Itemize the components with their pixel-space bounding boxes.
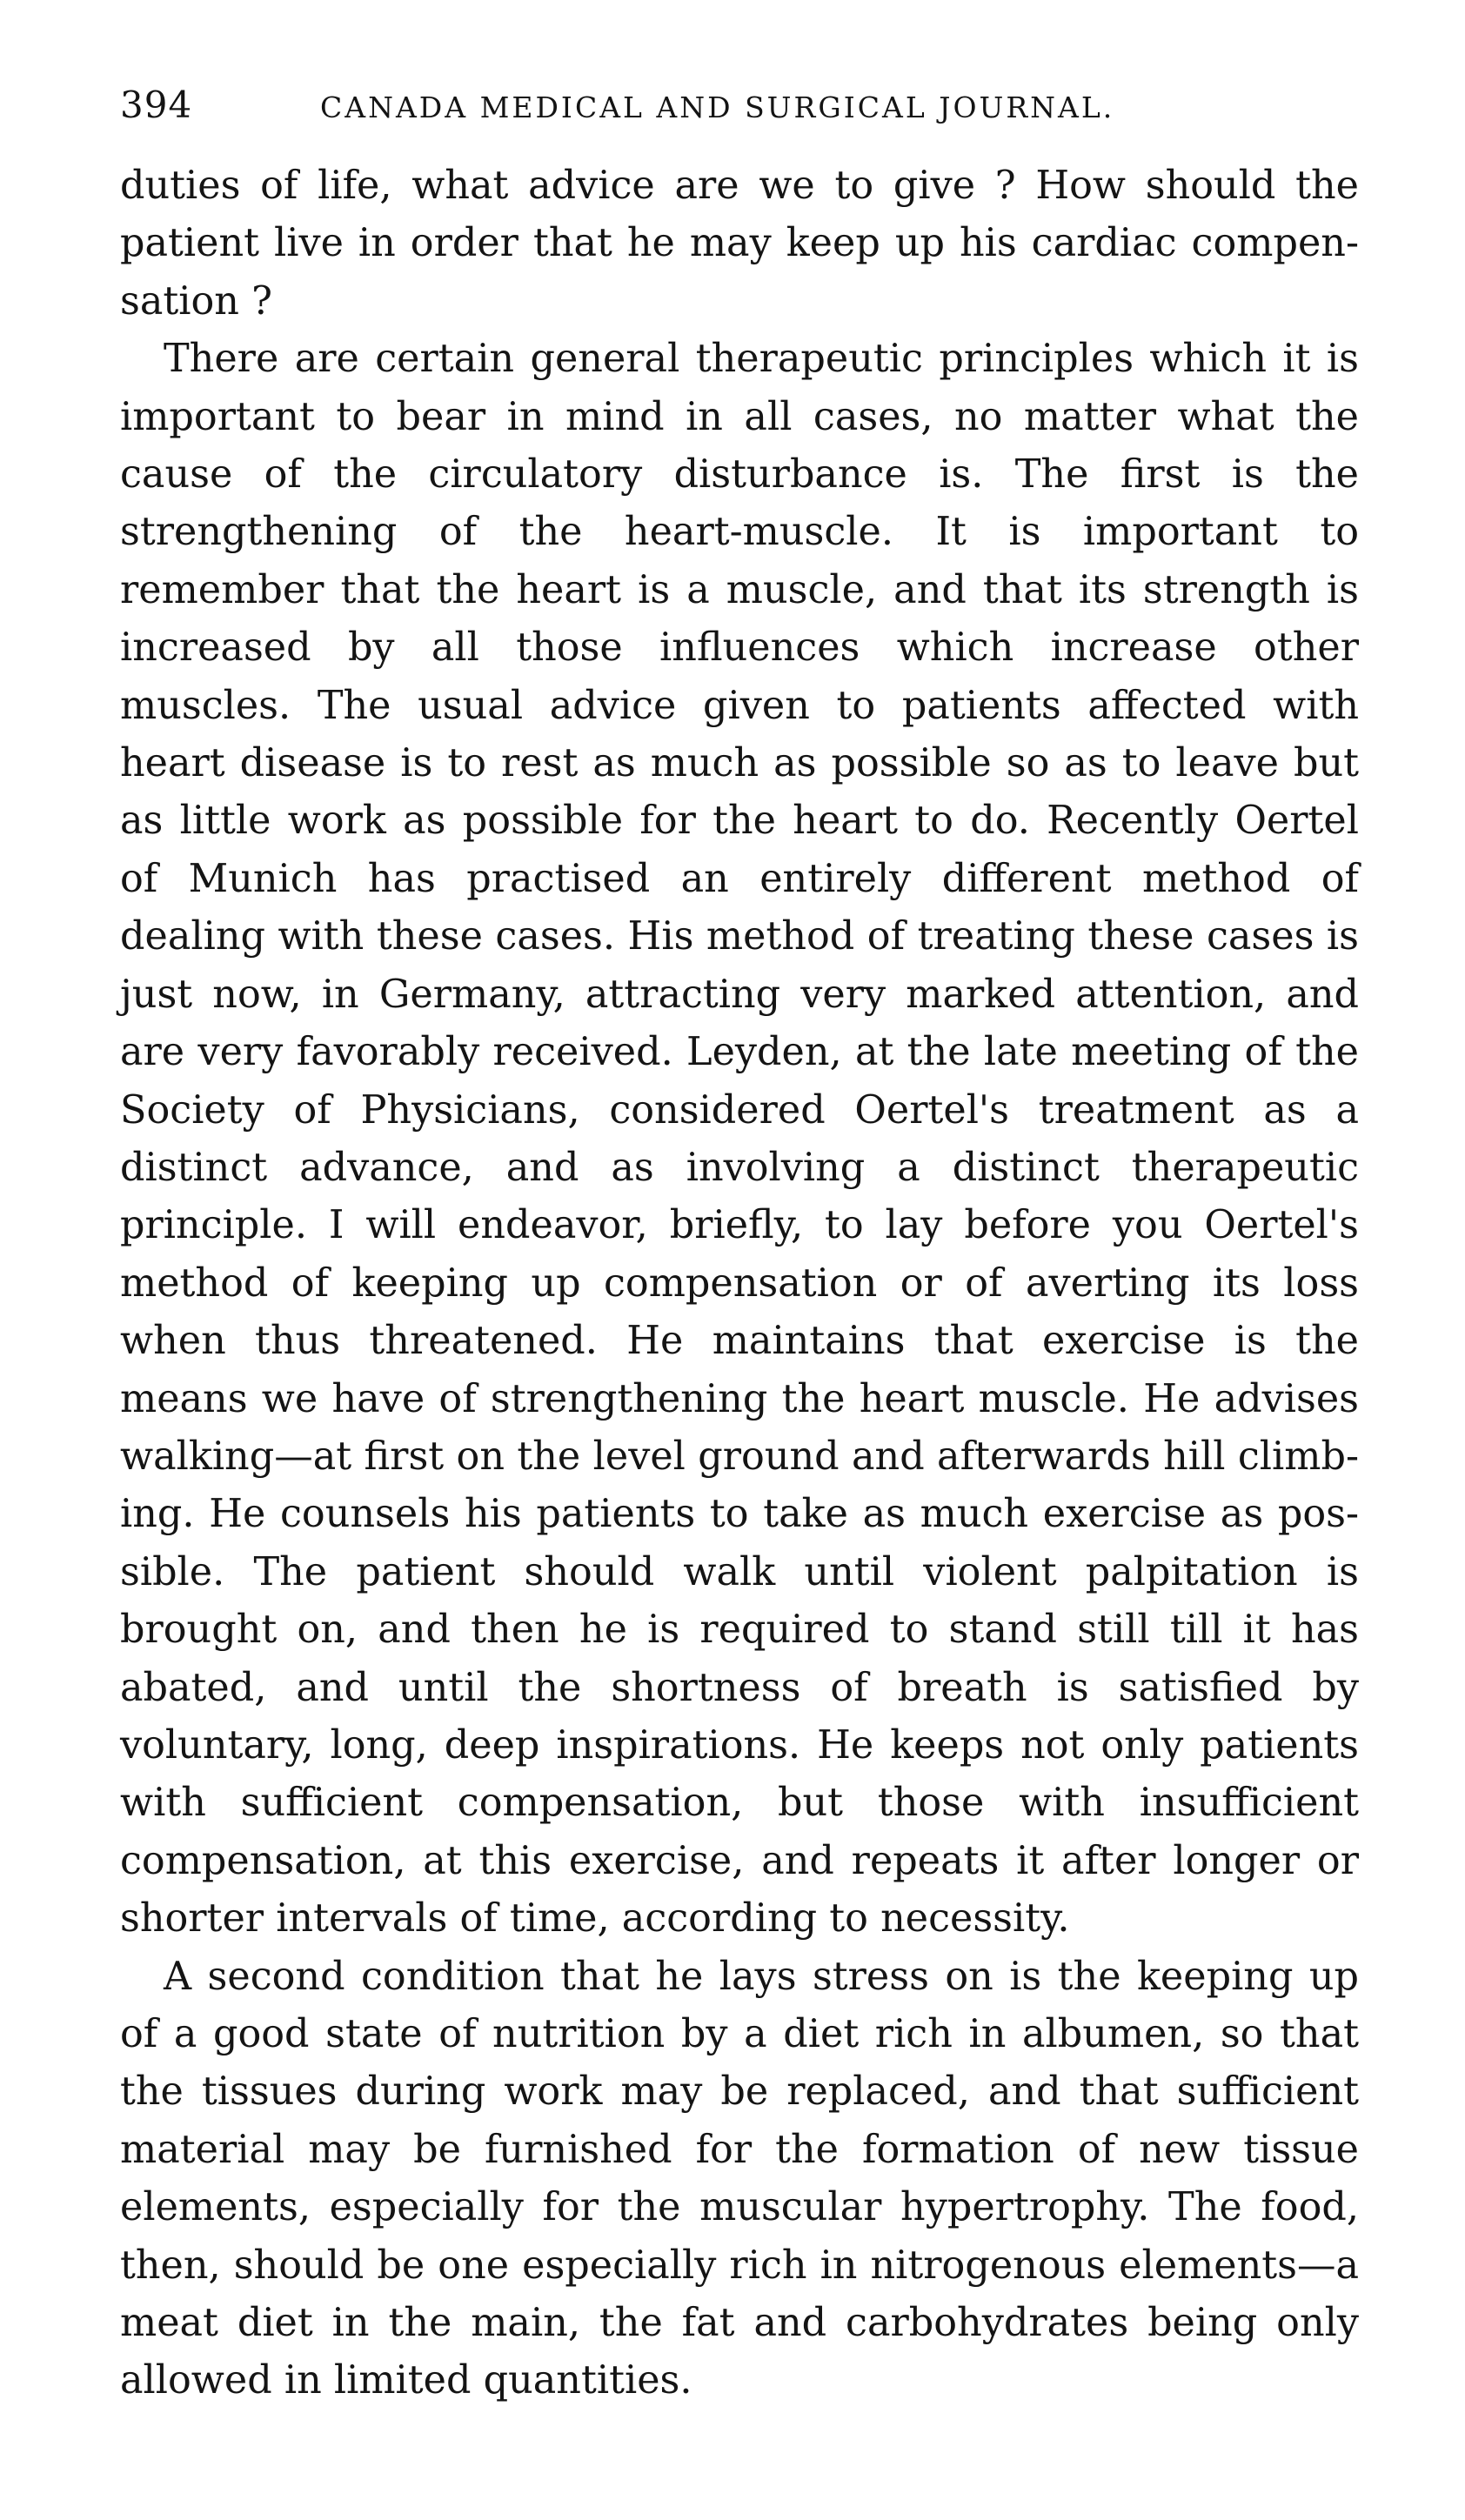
page-number: 394 [120, 84, 193, 126]
journal-title: CANADA MEDICAL AND SURGICAL JOURNAL. [320, 90, 1115, 124]
paragraph-nutrition: A second condition that he lays stress on is the keeping up of a good state of nutrition by a diet rich in albumen, so that the tissues during work may be replaced, and that sufficient material may be furnished for the formation of new tissue elements, especially for the muscular hypertrophy. The food, then, should be one especially rich in nitrogenous elements—a meat diet in the main, the fat and carbohydrates being only allowed in limited quantities. [120, 1954, 1359, 2403]
body-text [120, 157, 1359, 2410]
running-head [120, 84, 1359, 126]
paragraph-therapeutic-principles: There are certain general therapeutic principles which it is important to bear in mind in all cases, no matter what the cause of the circulatory disturbance is. The first is the strengthening of the heart-muscle. It is important to remember that the heart is a muscle, and that its strength is increased by all those influences which increase other muscles. The usual advice given to patients affected with heart disease is to rest as much as possible so as to leave but as little work as possible for the heart to do. Recently Oertel of Munich has practised an entirely different method of dealing with these cases. His method of treating these cases is just now, in Germany, attracting very marked attention, and are very favorably received. Leyden, at the late meeting of the Society of Physicians, considered Oertel's treatment as a distinct advance, and as involving a distinct therapeutic principle. I will endeavor, briefly, to lay before you Oertel's method of keeping up compensation or of averting its loss when thus threatened. He maintains that exercise is the means we have of strengthening the heart muscle. He advises walking—at first on the level ground and afterwards hill climbing. He counsels his patients to take as much exercise as possible. The patient should walk until violent palpitation is brought on, and then he is required to stand still till it has abated, and until the shortness of breath is satisfied by voluntary, long, deep inspirations. He keeps not only patients with sufficient compensation, but those with insufficient compensation, at this exercise, and repeats it after longer or shorter intervals of time, according to necessity. [120, 337, 1359, 1942]
journal-page [120, 84, 1359, 2410]
paragraph-continuation: duties of life, what advice are we to give ? How should the patient live in order that he may keep up his cardiac compensation ? [120, 164, 1359, 324]
